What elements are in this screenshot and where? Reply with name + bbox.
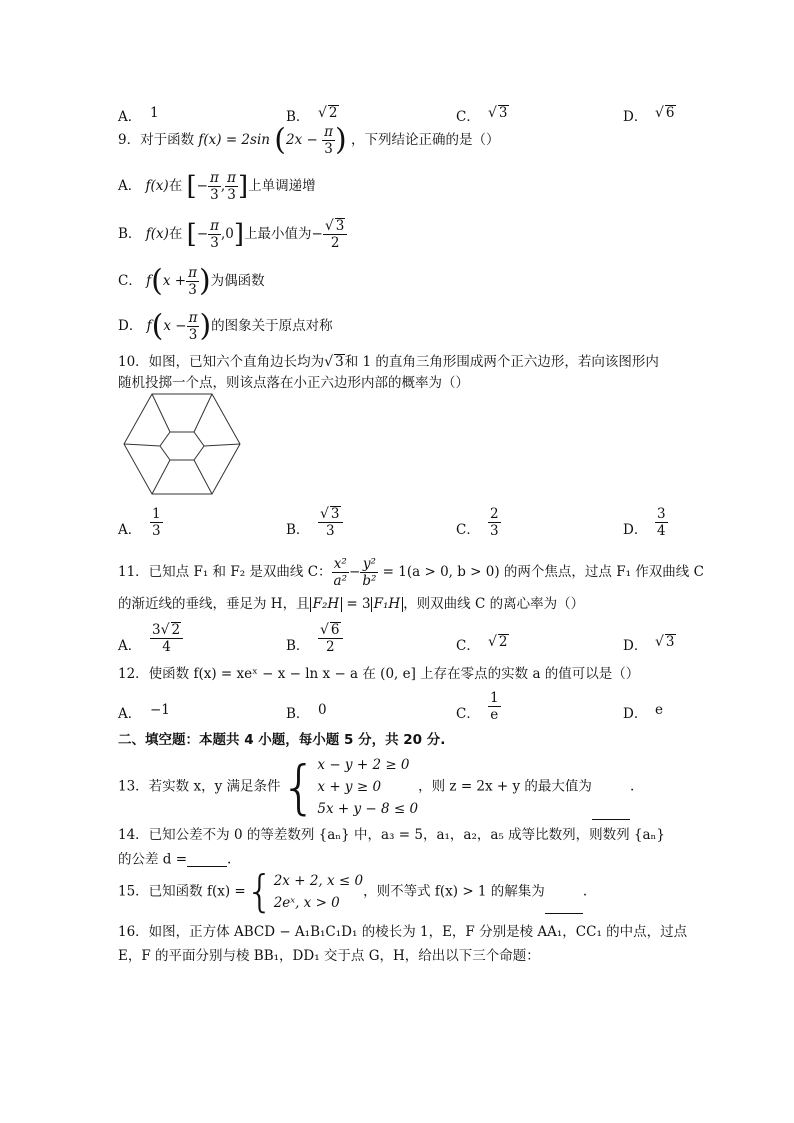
- sqrt-icon: √: [655, 634, 664, 650]
- q9-option-b[interactable]: [118, 218, 347, 251]
- option-value: e: [655, 702, 663, 718]
- option-value: [318, 506, 343, 539]
- frac-num: π: [188, 310, 198, 326]
- option-text: 的图象关于原点对称: [211, 318, 333, 334]
- q15-tail: ，则不等式 f(x) > 1 的解集为: [363, 883, 545, 900]
- frac-num: 2: [490, 506, 499, 522]
- sqrt-icon: √: [324, 354, 334, 370]
- fraction: [332, 556, 349, 589]
- option-value: [488, 506, 501, 539]
- q9-stem: [118, 124, 499, 157]
- radicand: 3: [665, 634, 675, 650]
- option-label: A．: [118, 706, 142, 722]
- option-label: D．: [623, 638, 648, 654]
- q10-options: [118, 502, 678, 548]
- q11-options: [118, 618, 678, 664]
- piece-row: 2x + 2, x ≤ 0: [273, 873, 364, 889]
- option-value: [655, 506, 668, 539]
- paren-open: (: [274, 122, 286, 158]
- abs-value: F₁H: [371, 597, 404, 612]
- constraint-system: [317, 754, 418, 820]
- inner-hexagon: [160, 432, 204, 460]
- frac-num: [323, 218, 348, 235]
- paren-open: (: [151, 263, 163, 299]
- pi-over-3: [225, 170, 238, 203]
- answer-blank[interactable]: [592, 806, 630, 820]
- frac-num: 1: [490, 690, 499, 706]
- pi-over-3: [187, 310, 200, 343]
- frac-den: a²: [333, 573, 347, 589]
- option-value: [488, 690, 501, 723]
- spoke: [152, 394, 170, 432]
- constraint-row: x + y ≥ 0: [317, 779, 382, 795]
- option-label: C．: [456, 706, 480, 722]
- q12-stem: 12．使函数 f(x) = xeˣ − x − ln x − a 在 (0, e] 上存在零点的实数 a 的值可以是（）: [118, 666, 640, 682]
- radicand: 6: [330, 622, 340, 638]
- outer-hexagon: [124, 394, 240, 494]
- sqrt-icon: √: [655, 105, 664, 121]
- sqrt3-over-2: [323, 218, 348, 251]
- sqrt-icon: √: [318, 105, 327, 121]
- option-label: D．: [623, 109, 648, 125]
- option-label: B．: [286, 706, 310, 722]
- piecewise-system: [274, 870, 363, 914]
- option-value: [488, 105, 509, 121]
- minus-sign: −: [196, 178, 208, 194]
- frac-num: π: [210, 218, 220, 234]
- frac-num: 1: [152, 506, 161, 522]
- option-value: 0: [318, 702, 327, 718]
- frac-num: y²: [360, 556, 378, 573]
- radicand: 6: [665, 105, 675, 121]
- option-text: 为偶函数: [210, 273, 265, 289]
- constraint-row: x − y + 2 ≥ 0: [317, 757, 410, 773]
- frac-den: 2: [330, 235, 340, 251]
- fraction: [150, 622, 183, 655]
- option-label: B．: [286, 638, 310, 654]
- q9-lead: 9．对于函数: [118, 132, 195, 148]
- option-label: A．: [118, 178, 142, 194]
- option-label: B．: [286, 109, 310, 125]
- option-word: 在: [168, 178, 183, 194]
- comma: ,: [220, 178, 226, 194]
- frac-den: 3: [188, 327, 198, 343]
- coefficient: 3: [152, 622, 161, 638]
- abs-value: F₂H: [310, 597, 343, 612]
- fraction: [318, 622, 343, 655]
- radicand: 2: [498, 634, 508, 650]
- frac-den: 3: [210, 187, 219, 203]
- frac-num: π: [324, 124, 333, 140]
- q10-stem-line1: [118, 354, 659, 370]
- option-func: f: [146, 273, 152, 289]
- fraction: [150, 506, 163, 539]
- q16-stem-line1: 16．如图，正方体 ABCD − A₁B₁C₁D₁ 的棱长为 1，E，F 分别是棱 AA₁，CC₁ 的中点，过点: [118, 924, 688, 940]
- q12-options: [118, 686, 678, 732]
- frac-den: b²: [362, 573, 377, 589]
- zero-bound: ,0: [221, 226, 234, 242]
- frac-num: 3: [657, 506, 666, 522]
- frac-den: 3: [490, 523, 499, 539]
- q10-text: 和 1 的直角三角形围成两个正六边形，若向该图形内: [344, 354, 659, 370]
- fraction: [318, 506, 343, 539]
- frac-den: 2: [325, 639, 335, 655]
- option-label: D．: [118, 318, 143, 334]
- bracket-close: ]: [233, 219, 245, 250]
- option-label: A．: [118, 638, 142, 654]
- q14-stem-line1: 14．已知公差不为 0 的等差数列 {aₙ} 中，a₃ = 5，a₁，a₂，a₅ 成等比数列，则数列 {aₙ}: [118, 827, 665, 843]
- sqrt-icon: √: [320, 506, 329, 522]
- piece-row: 2eˣ, x > 0: [273, 895, 340, 911]
- frac-den: 3: [152, 523, 161, 539]
- answer-blank[interactable]: [545, 900, 583, 914]
- brace-icon: {: [245, 866, 274, 917]
- spoke: [152, 460, 170, 494]
- paren-close: ): [334, 122, 347, 158]
- frac-den: 4: [657, 523, 666, 539]
- q13-stem: [118, 754, 634, 820]
- radicand: 3: [335, 354, 344, 370]
- q9-arg: 2x −: [285, 132, 318, 148]
- q13-lead: 13．若实数 x，y 满足条件: [118, 778, 281, 795]
- sqrt-icon: √: [488, 105, 497, 121]
- option-text: 上最小值为−: [244, 226, 323, 242]
- frac-num: π: [209, 170, 219, 186]
- q9-option-d[interactable]: [118, 310, 333, 343]
- radicand: 2: [171, 622, 181, 638]
- option-label: C．: [118, 273, 142, 289]
- option-value: −1: [150, 702, 170, 718]
- sqrt-icon: √: [160, 622, 170, 638]
- fraction: [488, 506, 501, 539]
- frac-num: [318, 506, 343, 523]
- radicand: 3: [330, 506, 340, 522]
- sqrt-icon: √: [488, 634, 497, 650]
- pi-over-3: [208, 218, 221, 251]
- q11-text: ，则双曲线 C 的离心率为（）: [403, 596, 585, 612]
- q15-lead: 15．已知函数 f(x) =: [118, 883, 246, 900]
- frac-num: [150, 622, 183, 639]
- option-value: [318, 105, 339, 121]
- q16-stem-line2: E，F 的平面分别与棱 BB₁，DD₁ 交于点 G，H，给出以下三个命题：: [118, 948, 540, 964]
- q9-option-c[interactable]: [118, 265, 265, 298]
- frac-den: 3: [188, 282, 197, 298]
- q11-text: = 1(a > 0, b > 0) 的两个焦点，过点 F₁ 作双曲线 C: [378, 564, 704, 580]
- constraint-row: 5x + y − 8 ≤ 0: [317, 801, 419, 817]
- frac-den: 4: [162, 639, 171, 655]
- q15-stem: [118, 866, 588, 917]
- option-value: [655, 105, 676, 121]
- q13-tail: ，则 z = 2x + y 的最大值为: [418, 778, 592, 795]
- pi-over-3: [186, 265, 199, 298]
- option-label: D．: [623, 522, 648, 538]
- brace-icon: {: [280, 753, 318, 821]
- q14-stem-line2: [118, 853, 231, 867]
- pi-over-3: [322, 124, 335, 157]
- radicand: 3: [498, 105, 508, 121]
- option-arg: x +: [162, 273, 187, 289]
- sqrt-icon: √: [324, 218, 334, 234]
- section-heading: 二、填空题：本题共 4 小题，每小题 5 分，共 20 分.: [118, 732, 446, 748]
- fraction: [360, 556, 378, 589]
- spoke: [194, 394, 212, 432]
- option-value: [488, 634, 509, 650]
- spoke: [204, 444, 240, 446]
- q11-text: = 3: [342, 596, 371, 612]
- spoke: [194, 460, 212, 494]
- frac-den: e: [490, 707, 499, 723]
- fraction: [488, 690, 501, 723]
- frac-den: 3: [210, 235, 219, 251]
- option-value: [150, 622, 183, 655]
- period: .: [227, 851, 232, 868]
- q10-stem-line2: 随机投掷一个点，则该点落在小正六边形内部的概率为（）: [118, 375, 469, 391]
- q11-stem-line2: [118, 597, 584, 612]
- option-label: C．: [456, 109, 480, 125]
- option-label: B．: [286, 522, 310, 538]
- option-value: [655, 634, 676, 650]
- period: .: [582, 883, 588, 900]
- minus-sign: −: [196, 226, 209, 242]
- q9-tail: ，下列结论正确的是（）: [350, 132, 500, 148]
- q10-text: 10．如图，已知六个直角边长均为: [118, 354, 325, 370]
- paren-close: ): [199, 308, 212, 344]
- period: .: [629, 778, 635, 795]
- radicand: 2: [328, 105, 338, 121]
- bracket-close: ]: [238, 171, 249, 202]
- paren-open: (: [151, 308, 164, 344]
- option-text: 上单调递增: [248, 178, 316, 194]
- fraction: [655, 506, 668, 539]
- spoke: [124, 444, 160, 446]
- option-label: D．: [623, 706, 648, 722]
- option-func: f(x): [145, 226, 169, 242]
- frac-num: π: [188, 265, 197, 281]
- q9-function: f(x) = 2sin: [198, 132, 270, 148]
- frac-den: 3: [325, 523, 335, 539]
- frac-den: 3: [227, 187, 236, 203]
- option-func: f: [146, 318, 152, 334]
- option-arg: x −: [163, 318, 187, 334]
- q11-stem-line1: 11．已知点 F₁ 和 F₂ 是双曲线 C： $\frac{\text{x²}}{\text{a²}}$ − $\frac{\text{y²}}{\text{b²}}$ = 1(a > 0, b > 0) 的两个焦点，过点 F₁ 作双曲线 C: [118, 556, 704, 589]
- option-word: 在: [168, 226, 183, 242]
- option-label: A．: [118, 109, 142, 125]
- option-label: C．: [456, 522, 480, 538]
- q14-text: 的公差 d =: [118, 851, 188, 868]
- option-func: f(x): [145, 178, 169, 194]
- q11-text: 11．已知点 F₁ 和 F₂ 是双曲线 C：: [118, 564, 332, 580]
- q11-text: 的渐近线的垂线，垂足为 H，且: [118, 596, 310, 612]
- option-label: C．: [456, 638, 480, 654]
- bracket-open: [: [186, 171, 197, 202]
- radicand: 3: [335, 218, 345, 234]
- option-label: B．: [118, 226, 142, 242]
- answer-blank[interactable]: [187, 853, 227, 867]
- frac-den: 3: [324, 141, 333, 157]
- frac-num: [318, 622, 343, 639]
- sqrt-icon: √: [320, 622, 329, 638]
- option-value: 1: [150, 105, 159, 121]
- frac-num: π: [227, 170, 237, 186]
- frac-num: x²: [332, 556, 349, 573]
- hexagon-figure: [122, 392, 242, 496]
- pi-over-3: [208, 170, 221, 203]
- option-value: [318, 622, 343, 655]
- bracket-open: [: [186, 219, 197, 250]
- option-value: [150, 506, 163, 539]
- q9-option-a[interactable]: [118, 170, 316, 203]
- option-label: A．: [118, 522, 142, 538]
- paren-close: ): [198, 263, 211, 299]
